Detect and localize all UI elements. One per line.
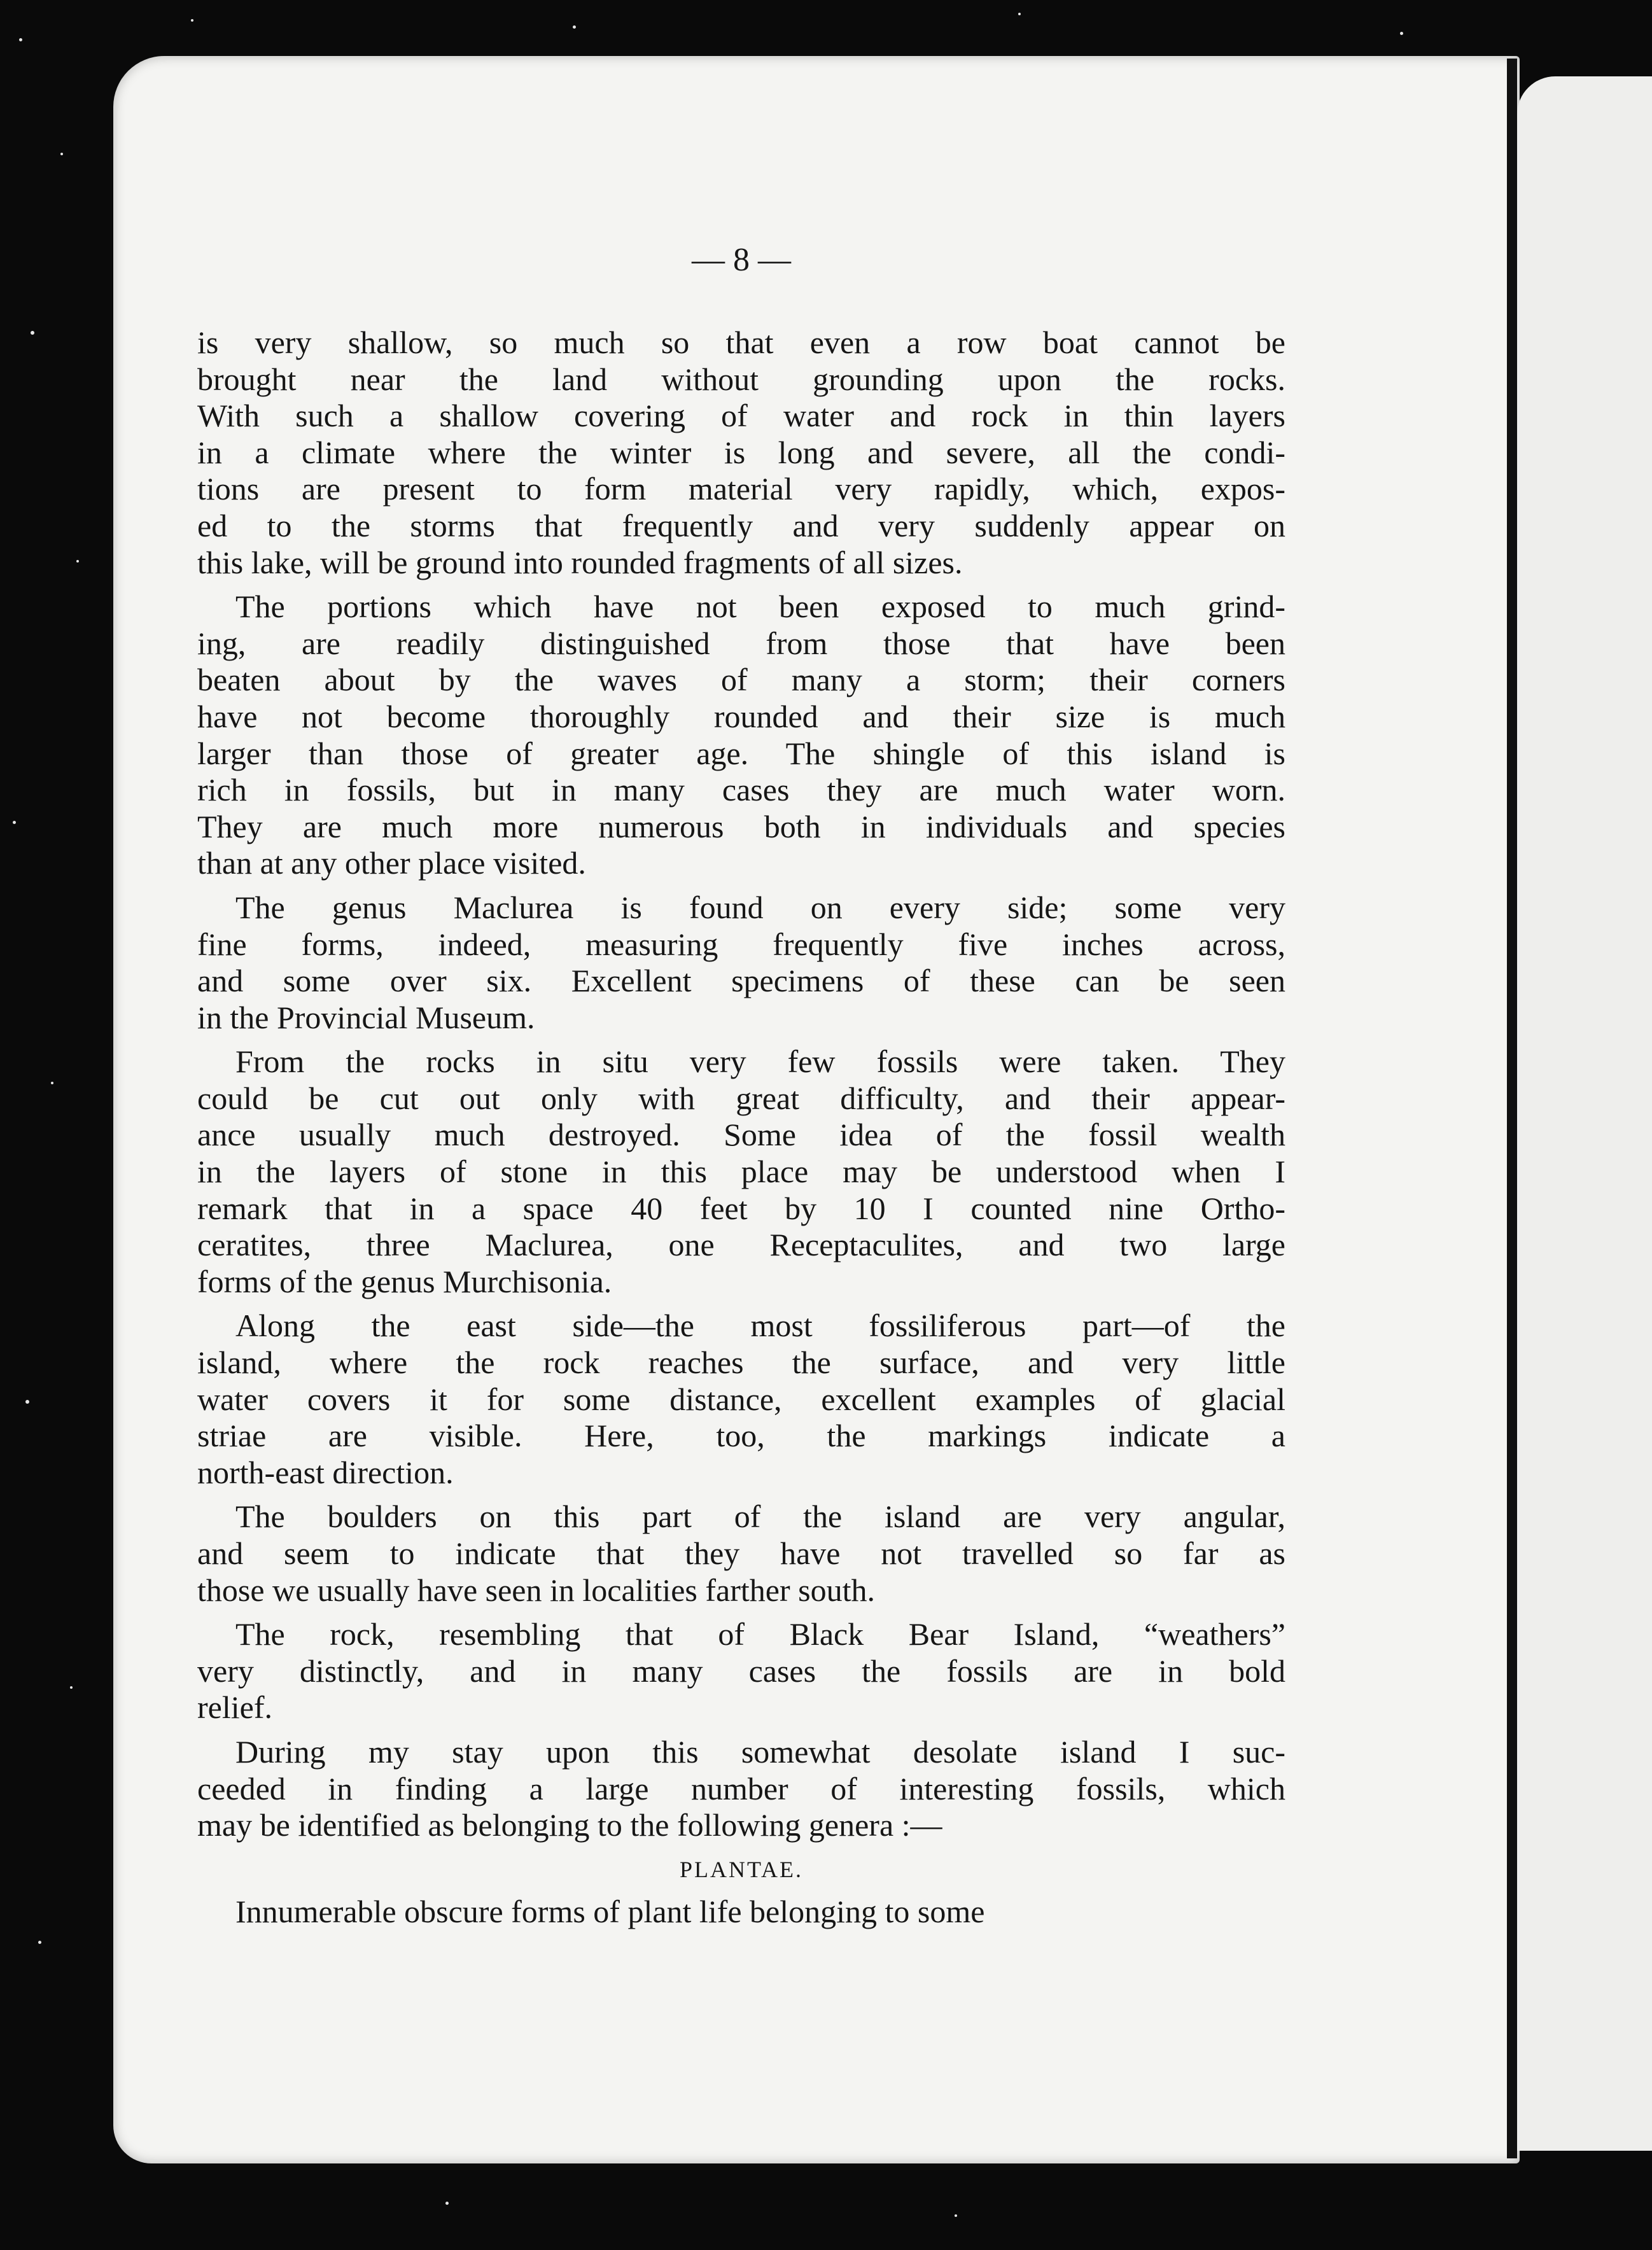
text-line: in the Provincial Museum.	[197, 999, 535, 1035]
text-line: could be cut out only with great difficulty, and their appear-	[197, 1080, 1285, 1116]
page-content	[197, 242, 1285, 1938]
text-line: remark that in a space 40 feet by 10 I counted nine Ortho-	[197, 1190, 1285, 1226]
text-line: in the layers of stone in this place may be understood when I	[197, 1154, 1285, 1190]
text-line: beaten about by the waves of many a storm; their corners	[197, 662, 1285, 698]
text-line: With such a shallow covering of water and rock in thin layers	[197, 398, 1285, 434]
text-line: ance usually much destroyed. Some idea of the fossil wealth	[197, 1117, 1285, 1153]
text-line: tions are present to form material very rapidly, which, expos-	[197, 471, 1285, 507]
text-line: The rock, resembling that of Black Bear Island, “weathers”	[235, 1616, 1285, 1653]
text-line: north-east direction.	[197, 1454, 454, 1490]
text-line: The genus Maclurea is found on every side; some very	[235, 889, 1285, 925]
text-line: brought near the land without grounding upon the rocks.	[197, 361, 1285, 397]
section-heading: PLANTAE.	[679, 1856, 804, 1882]
text-line: in a climate where the winter is long and severe, all the condi-	[197, 434, 1285, 470]
text-line: water covers it for some distance, excellent examples of glacial	[197, 1381, 1285, 1417]
text-line: larger than those of greater age. The shingle of this island is	[197, 735, 1285, 771]
text-line: Along the east side—the most fossiliferous part—of the	[235, 1308, 1285, 1344]
page-number: — 8 —	[692, 242, 791, 278]
text-line: island, where the rock reaches the surface, and very little	[197, 1345, 1285, 1381]
text-line: may be identified as belonging to the following genera :—	[197, 1807, 942, 1843]
text-line: The portions which have not been exposed to much grind-	[235, 589, 1285, 625]
paragraph	[197, 325, 1285, 581]
text-line: have not become thoroughly rounded and their size is much	[197, 698, 1285, 734]
text-line: this lake, will be ground into rounded fragments of all sizes.	[197, 544, 963, 580]
paragraph	[197, 1894, 1285, 1931]
paragraph	[197, 1044, 1285, 1300]
text-line: rich in fossils, but in many cases they are much water worn.	[197, 772, 1285, 808]
paragraph	[197, 1734, 1285, 1844]
text-line: fine forms, indeed, measuring frequently five inches across,	[197, 926, 1285, 962]
paragraph	[197, 1308, 1285, 1491]
paragraph	[197, 1616, 1285, 1726]
text-line: ceeded in finding a large number of interesting fossils, which	[197, 1770, 1285, 1806]
text-line: relief.	[197, 1689, 272, 1726]
paragraph	[197, 589, 1285, 882]
text-line: those we usually have seen in localities farther south.	[197, 1572, 875, 1608]
text-line: Innumerable obscure forms of plant life belonging to some	[235, 1893, 985, 1929]
text-line: The boulders on this part of the island are very angular,	[235, 1499, 1285, 1535]
text-line: and seem to indicate that they have not travelled so far as	[197, 1535, 1285, 1571]
text-line: They are much more numerous both in individuals and species	[197, 808, 1285, 844]
adjacent-page-edge	[1517, 76, 1652, 2151]
paragraph	[197, 890, 1285, 1036]
text-line: very distinctly, and in many cases the fossils are in bold	[197, 1653, 1285, 1689]
text-line: From the rocks in situ very few fossils were taken. They	[235, 1044, 1285, 1080]
text-line: ing, are readily distinguished from those that have been	[197, 625, 1285, 661]
text-line: than at any other place visited.	[197, 845, 586, 881]
text-line: striae are visible. Here, too, the markings indicate a	[197, 1418, 1285, 1454]
text-line: ed to the storms that frequently and very suddenly appear on	[197, 507, 1285, 543]
text-line: ceratites, three Maclurea, one Receptaculites, and two large	[197, 1227, 1285, 1263]
paragraph	[197, 1499, 1285, 1609]
page-spine	[1507, 59, 1517, 2158]
text-line: is very shallow, so much so that even a row boat cannot be	[197, 325, 1285, 360]
text-line: During my stay upon this somewhat desolate island I suc-	[235, 1733, 1285, 1770]
text-line: forms of the genus Murchisonia.	[197, 1263, 612, 1299]
text-line: and some over six. Excellent specimens of these can be seen	[197, 963, 1285, 999]
